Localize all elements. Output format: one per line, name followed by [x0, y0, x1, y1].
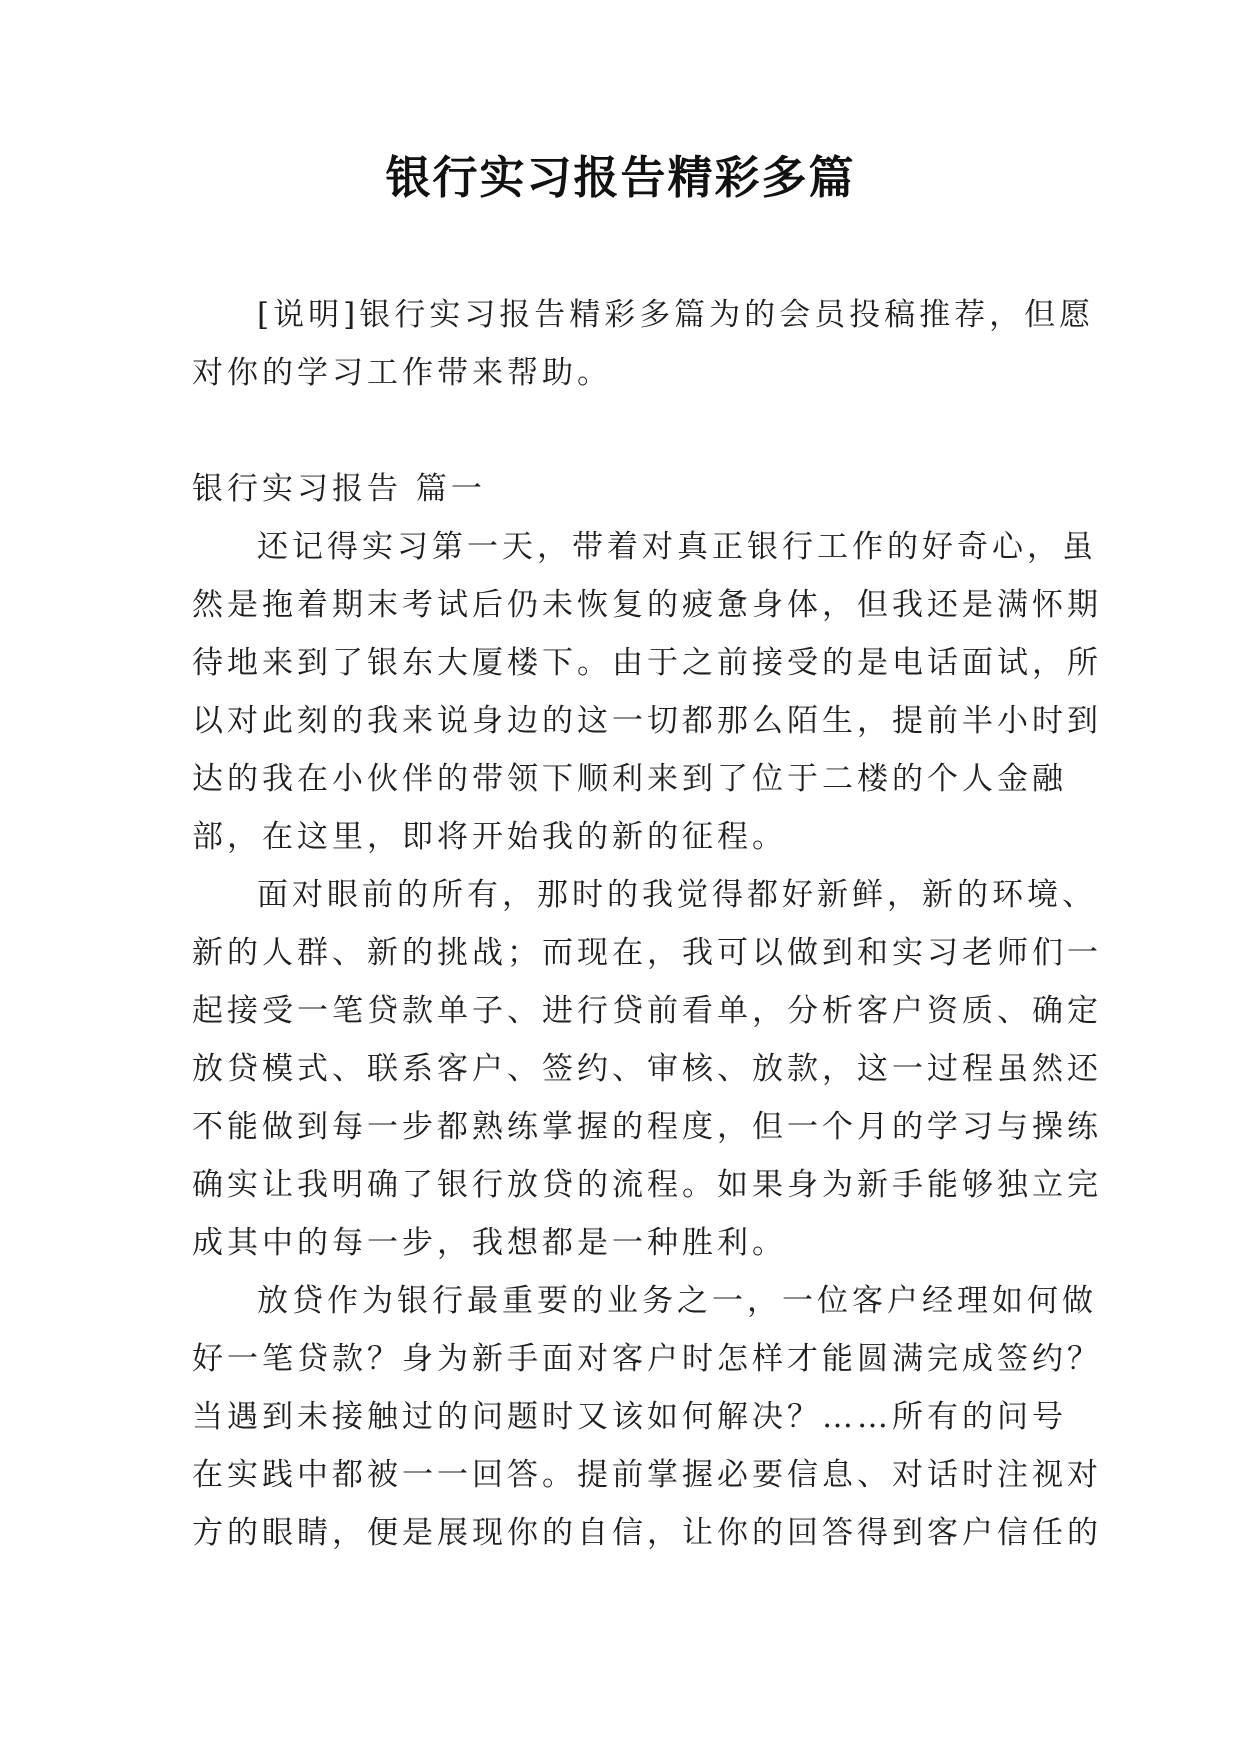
intro-note [192, 286, 1095, 402]
body-line: 待地来到了银东大厦楼下。由于之前接受的是电话面试，所 [192, 645, 1102, 681]
intro-line: 对你的学习工作带来帮助。 [192, 355, 612, 391]
body-line: 成其中的每一步，我想都是一种胜利。 [192, 1225, 787, 1261]
body-line: 放贷模式、联系客户、签约、审核、放款，这一过程虽然还 [192, 1051, 1102, 1087]
body-line: 然是拖着期末考试后仍未恢复的疲惫身体，但我还是满怀期 [192, 587, 1102, 623]
body-line: 确实让我明确了银行放贷的流程。如果身为新手能够独立完 [192, 1167, 1102, 1203]
body-line: 达的我在小伙伴的带领下顺利来到了位于二楼的个人金融 [192, 761, 1067, 797]
document-title: 银行实习报告精彩多篇 [385, 151, 856, 204]
body-line: 不能做到每一步都熟练掌握的程度，但一个月的学习与操练 [192, 1109, 1102, 1145]
body-line: 在实践中都被一一回答。提前掌握必要信息、对话时注视对 [192, 1457, 1102, 1493]
body-line: 放贷作为银行最重要的业务之一，一位客户经理如何做 [257, 1283, 1097, 1319]
body-line: 当遇到未接触过的问题时又该如何解决？……所有的问号 [192, 1399, 1067, 1435]
body-line: 方的眼睛，便是展现你的自信，让你的回答得到客户信任的 [192, 1515, 1102, 1551]
section-heading: 银行实习报告 篇一 [192, 471, 486, 507]
body-line: 还记得实习第一天，带着对真正银行工作的好奇心，虽 [257, 529, 1097, 565]
body-line: 以对此刻的我来说身边的这一切都那么陌生，提前半小时到 [192, 703, 1102, 739]
body-line: 部，在这里，即将开始我的新的征程。 [192, 819, 787, 855]
body-line: 好一笔贷款？身为新手面对客户时怎样才能圆满完成签约？ [192, 1341, 1102, 1377]
body-line: 新的人群、新的挑战；而现在，我可以做到和实习老师们一 [192, 935, 1102, 971]
body-line: 起接受一笔贷款单子、进行贷前看单，分析客户资质、确定 [192, 993, 1102, 1029]
intro-line: [说明]银行实习报告精彩多篇为的会员投稿推荐，但愿 [257, 297, 1095, 333]
body-line: 面对眼前的所有，那时的我觉得都好新鲜，新的环境、 [257, 877, 1097, 913]
body-text [192, 518, 1102, 1562]
